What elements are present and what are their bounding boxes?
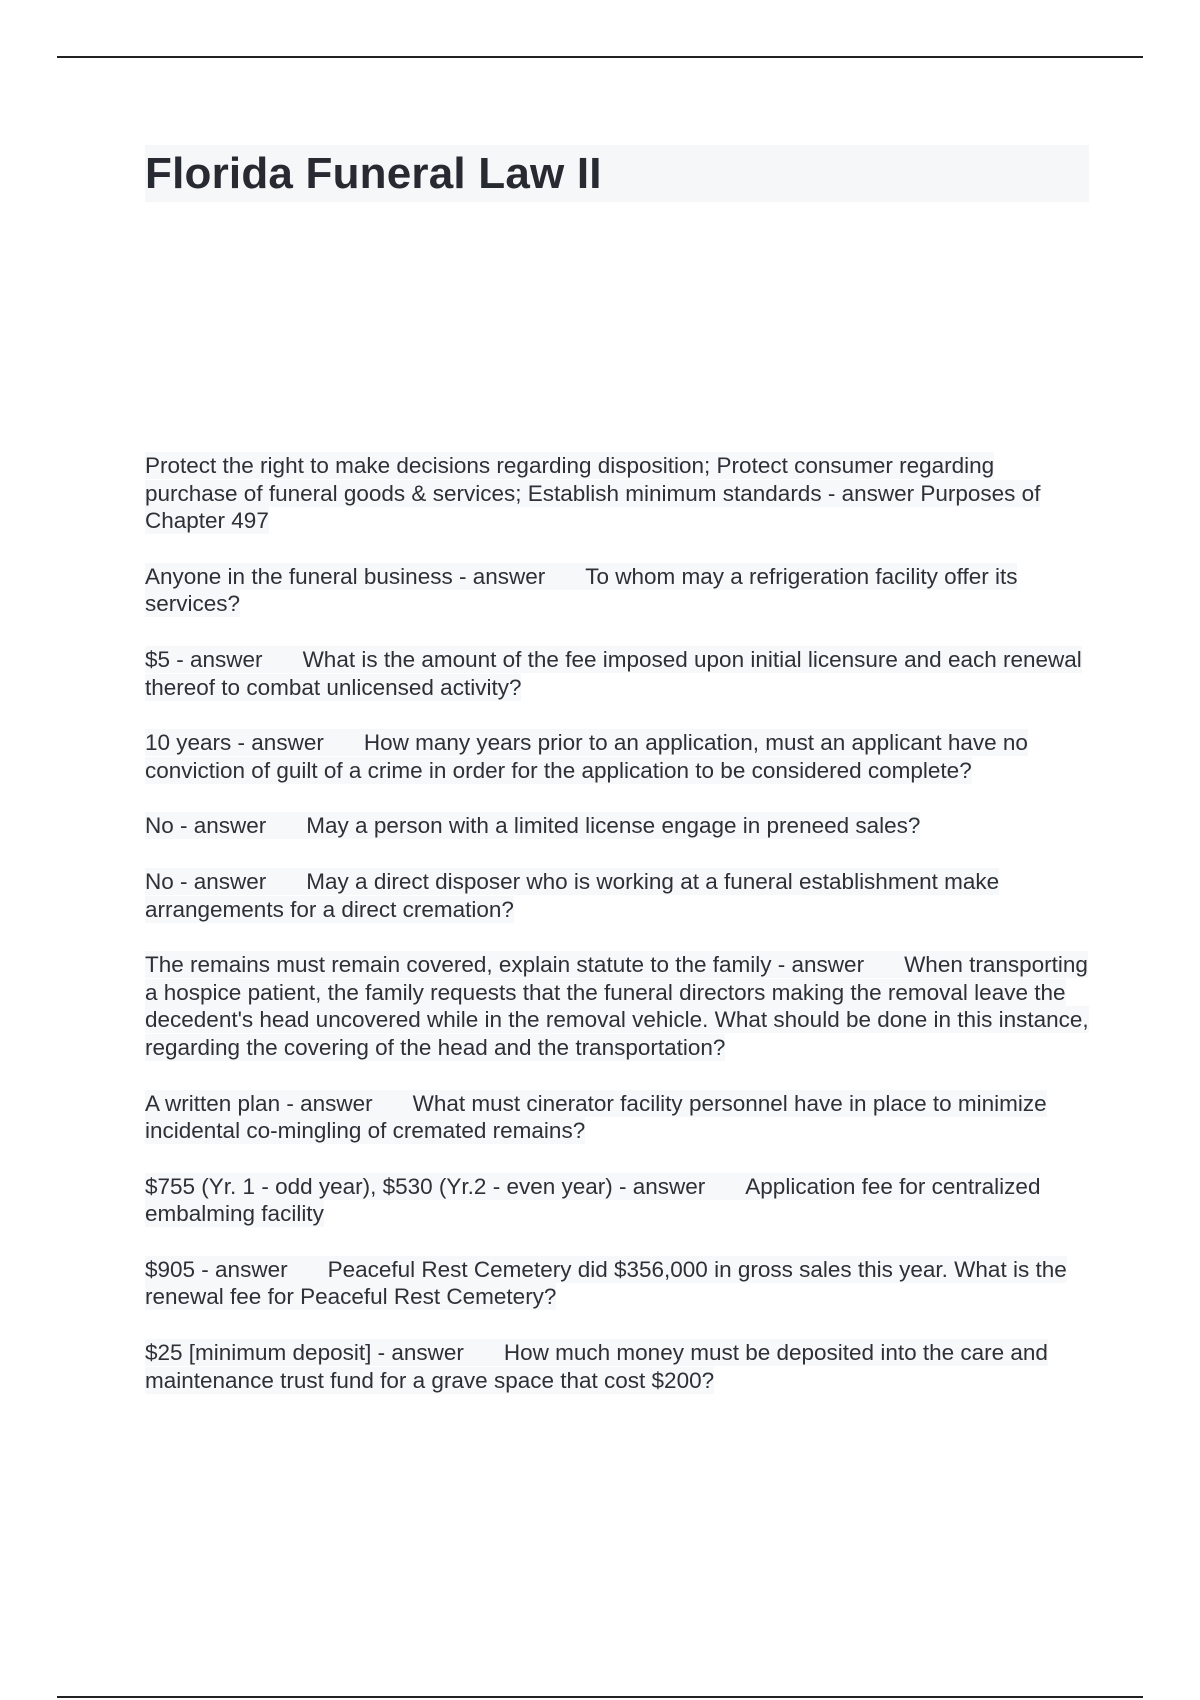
qa-item <box>145 563 1089 618</box>
qa-question: What must cinerator facility personnel have in place to minimize incidental co-mingling of cremated remains? <box>145 1090 1047 1144</box>
qa-question: Purposes of Chapter 497 <box>145 480 1041 534</box>
qa-item <box>145 1256 1089 1311</box>
qa-answer: A written plan - answer <box>145 1090 373 1116</box>
qa-answer: Anyone in the funeral business - answer <box>145 563 546 589</box>
qa-answer: $905 - answer <box>145 1256 288 1282</box>
qa-question: When transporting a hospice patient, the family requests that the funeral directors making the removal leave the decedent's head uncovered while in the removal vehicle. What should be done in this instance, regarding the covering of the head and the transportation? <box>145 952 1089 1060</box>
qa-item <box>145 1339 1089 1394</box>
qa-answer: Protect the right to make decisions regarding disposition; Protect consumer regarding purchase of funeral goods & services; Establish minimum standards - answer <box>145 453 995 506</box>
qa-question: Peaceful Rest Cemetery did $356,000 in gross sales this year. What is the renewal fee for Peaceful Rest Cemetery? <box>145 1256 1067 1310</box>
qa-question: Application fee for centralized embalming facility <box>145 1173 1041 1227</box>
qa-question: How much money must be deposited into the care and maintenance trust fund for a grave space that cost $200? <box>145 1340 1048 1393</box>
qa-item <box>145 812 1089 840</box>
qa-answer: No - answer <box>145 868 267 894</box>
top-rule <box>57 56 1143 58</box>
qa-answer: No - answer <box>145 813 267 839</box>
qa-answer: 10 years - answer <box>145 730 324 756</box>
qa-item <box>145 1090 1089 1145</box>
qa-question: What is the amount of the fee imposed upon initial licensure and each renewal thereof to combat unlicensed activity? <box>145 646 1082 700</box>
qa-item <box>145 868 1089 923</box>
qa-list <box>145 452 1089 1422</box>
qa-item <box>145 1173 1089 1228</box>
bottom-rule <box>57 1696 1143 1698</box>
page-title: Florida Funeral Law II <box>145 149 602 198</box>
qa-question: To whom may a refrigeration facility offer its services? <box>145 563 1018 617</box>
qa-answer: $25 [minimum deposit] - answer <box>145 1340 464 1366</box>
qa-question: How many years prior to an application, must an applicant have no conviction of guilt of a crime in order for the application to be considered complete? <box>145 730 1028 783</box>
qa-question: May a direct disposer who is working at a funeral establishment make arrangements for a direct cremation? <box>145 868 1000 922</box>
qa-answer: $755 (Yr. 1 - odd year), $530 (Yr.2 - even year) - answer <box>145 1173 706 1199</box>
qa-question: May a person with a limited license engage in preneed sales? <box>306 813 921 839</box>
qa-item <box>145 452 1089 535</box>
qa-item <box>145 951 1089 1061</box>
qa-answer: The remains must remain covered, explain statute to the family - answer <box>145 952 865 978</box>
qa-item <box>145 646 1089 701</box>
qa-item <box>145 729 1089 784</box>
qa-answer: $5 - answer <box>145 646 263 672</box>
